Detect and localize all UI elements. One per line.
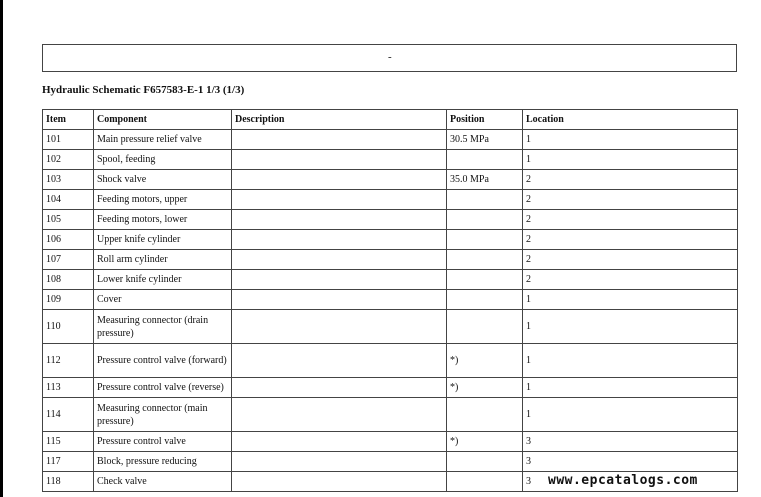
cell-item: 110 bbox=[43, 310, 94, 344]
cell-item: 109 bbox=[43, 290, 94, 310]
cell-description bbox=[232, 250, 447, 270]
table-row bbox=[43, 230, 738, 250]
parts-table-body bbox=[43, 130, 738, 492]
cell-description bbox=[232, 270, 447, 290]
cell-position: *) bbox=[447, 344, 523, 378]
cell-description bbox=[232, 344, 447, 378]
cell-item: 117 bbox=[43, 452, 94, 472]
cell-location: 1 bbox=[523, 130, 738, 150]
cell-position bbox=[447, 398, 523, 432]
cell-component: Shock valve bbox=[94, 170, 232, 190]
cell-location: 2 bbox=[523, 230, 738, 250]
watermark: www.epcatalogs.com bbox=[548, 473, 698, 488]
cell-component: Upper knife cylinder bbox=[94, 230, 232, 250]
cell-item: 107 bbox=[43, 250, 94, 270]
cell-position bbox=[447, 210, 523, 230]
cell-item: 108 bbox=[43, 270, 94, 290]
cell-position bbox=[447, 190, 523, 210]
cell-item: 104 bbox=[43, 190, 94, 210]
cell-location: 2 bbox=[523, 210, 738, 230]
table-row bbox=[43, 190, 738, 210]
cell-item: 102 bbox=[43, 150, 94, 170]
cell-position bbox=[447, 270, 523, 290]
cell-item: 106 bbox=[43, 230, 94, 250]
cell-component: Spool, feeding bbox=[94, 150, 232, 170]
cell-component: Measuring connector (drain pressure) bbox=[94, 310, 232, 344]
column-header-item: Item bbox=[43, 110, 94, 130]
cell-item: 114 bbox=[43, 398, 94, 432]
cell-description bbox=[232, 230, 447, 250]
table-row bbox=[43, 150, 738, 170]
cell-item: 112 bbox=[43, 344, 94, 378]
cell-description bbox=[232, 210, 447, 230]
column-header-component: Component bbox=[94, 110, 232, 130]
cell-position bbox=[447, 472, 523, 492]
document-title: Hydraulic Schematic F657583-E-1 1/3 (1/3) bbox=[42, 84, 245, 96]
cell-location: 1 bbox=[523, 310, 738, 344]
cell-component: Cover bbox=[94, 290, 232, 310]
cell-component: Lower knife cylinder bbox=[94, 270, 232, 290]
cell-location: 1 bbox=[523, 150, 738, 170]
cell-item: 101 bbox=[43, 130, 94, 150]
cell-position bbox=[447, 150, 523, 170]
cell-description bbox=[232, 452, 447, 472]
cell-component: Pressure control valve (forward) bbox=[94, 344, 232, 378]
cell-description bbox=[232, 472, 447, 492]
cell-position bbox=[447, 230, 523, 250]
cell-location: 1 bbox=[523, 398, 738, 432]
cell-location: 1 bbox=[523, 344, 738, 378]
column-header-position: Position bbox=[447, 110, 523, 130]
cell-component: Pressure control valve bbox=[94, 432, 232, 452]
cell-position: 35.0 MPa bbox=[447, 170, 523, 190]
table-row bbox=[43, 310, 738, 344]
cell-location: 3 bbox=[523, 472, 738, 492]
cell-position bbox=[447, 452, 523, 472]
cell-location: 2 bbox=[523, 190, 738, 210]
cell-item: 115 bbox=[43, 432, 94, 452]
cell-description bbox=[232, 190, 447, 210]
cell-component: Feeding motors, upper bbox=[94, 190, 232, 210]
cell-location: 2 bbox=[523, 250, 738, 270]
table-row bbox=[43, 270, 738, 290]
table-row bbox=[43, 344, 738, 378]
cell-description bbox=[232, 378, 447, 398]
table-row bbox=[43, 170, 738, 190]
cell-position: *) bbox=[447, 432, 523, 452]
cell-location: 3 bbox=[523, 452, 738, 472]
cell-location: 1 bbox=[523, 290, 738, 310]
cell-item: 118 bbox=[43, 472, 94, 492]
column-header-description: Description bbox=[232, 110, 447, 130]
cell-position bbox=[447, 250, 523, 270]
cell-location: 2 bbox=[523, 270, 738, 290]
left-margin-rule bbox=[0, 0, 3, 497]
cell-position bbox=[447, 290, 523, 310]
parts-table bbox=[42, 109, 738, 492]
cell-component: Block, pressure reducing bbox=[94, 452, 232, 472]
table-row bbox=[43, 250, 738, 270]
table-header-row bbox=[43, 110, 738, 130]
cell-position: 30.5 MPa bbox=[447, 130, 523, 150]
cell-component: Pressure control valve (reverse) bbox=[94, 378, 232, 398]
cell-component: Measuring connector (main pressure) bbox=[94, 398, 232, 432]
table-row bbox=[43, 452, 738, 472]
cell-description bbox=[232, 130, 447, 150]
cell-component: Feeding motors, lower bbox=[94, 210, 232, 230]
cell-description bbox=[232, 398, 447, 432]
header-box bbox=[42, 44, 737, 72]
table-row bbox=[43, 432, 738, 452]
cell-component: Check valve bbox=[94, 472, 232, 492]
cell-description bbox=[232, 432, 447, 452]
cell-item: 103 bbox=[43, 170, 94, 190]
cell-component: Main pressure relief valve bbox=[94, 130, 232, 150]
cell-item: 113 bbox=[43, 378, 94, 398]
column-header-location: Location bbox=[523, 110, 738, 130]
table-row bbox=[43, 130, 738, 150]
cell-description bbox=[232, 290, 447, 310]
cell-item: 105 bbox=[43, 210, 94, 230]
cell-position: *) bbox=[447, 378, 523, 398]
cell-description bbox=[232, 310, 447, 344]
table-row bbox=[43, 210, 738, 230]
cell-description bbox=[232, 150, 447, 170]
cell-location: 3 bbox=[523, 432, 738, 452]
cell-component: Roll arm cylinder bbox=[94, 250, 232, 270]
table-row bbox=[43, 378, 738, 398]
table-row bbox=[43, 398, 738, 432]
cell-location: 1 bbox=[523, 378, 738, 398]
cell-position bbox=[447, 310, 523, 344]
header-box-text: - bbox=[388, 51, 392, 63]
cell-description bbox=[232, 170, 447, 190]
table-row bbox=[43, 290, 738, 310]
cell-location: 2 bbox=[523, 170, 738, 190]
